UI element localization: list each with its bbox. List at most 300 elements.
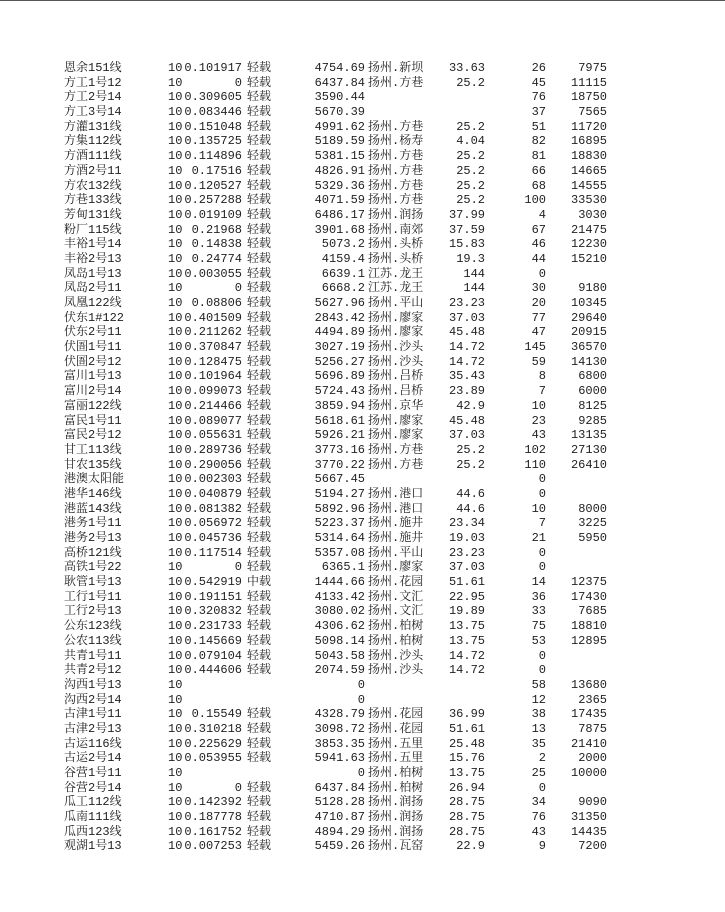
cell-voltage: 10 <box>168 766 182 780</box>
cell-load-level: 轻载 <box>247 457 272 472</box>
cell-distance: 37.03 <box>448 428 485 443</box>
cell-load-rate: 0.401509 <box>184 310 242 325</box>
cell-line-name: 方工2号14 <box>64 90 122 105</box>
cell-distance: 25.2 <box>456 178 485 193</box>
cell-capacity: 5128.28 <box>314 795 365 810</box>
cell-substation: 扬州.头桥 <box>368 251 424 266</box>
cell-voltage: 10 <box>168 663 182 678</box>
cell-substation: 扬州.花园 <box>368 721 424 736</box>
cell-amount: 14555 <box>570 178 607 193</box>
cell-load-rate: 0.101917 <box>184 61 242 75</box>
cell-count: 10 <box>531 398 546 413</box>
cell-amount: 26410 <box>570 457 607 472</box>
table-row <box>0 120 725 135</box>
cell-substation: 扬州.方巷 <box>368 149 424 164</box>
cell-substation: 扬州.润扬 <box>368 795 424 810</box>
cell-line-name: 凤凰122线 <box>64 296 122 310</box>
cell-load-level: 轻载 <box>247 633 272 648</box>
cell-distance: 14.72 <box>448 648 485 663</box>
cell-count: 0 <box>538 545 546 560</box>
cell-distance: 13.75 <box>448 766 485 780</box>
cell-load-level: 轻载 <box>247 707 272 722</box>
cell-distance: 45.48 <box>448 413 485 428</box>
cell-voltage: 10 <box>168 810 182 825</box>
cell-substation: 扬州.五里 <box>368 751 424 766</box>
cell-count: 46 <box>531 237 546 252</box>
cell-amount: 7200 <box>578 839 607 854</box>
cell-substation: 扬州.柏树 <box>368 633 424 648</box>
cell-count: 43 <box>531 428 546 443</box>
cell-load-rate: 0.040879 <box>184 486 242 501</box>
cell-substation: 扬州.杨寿 <box>368 134 424 149</box>
cell-voltage: 10 <box>168 398 182 413</box>
cell-load-rate: 0.191151 <box>184 589 242 604</box>
cell-load-rate: 0.289736 <box>184 442 242 457</box>
cell-count: 37 <box>531 105 546 120</box>
cell-substation: 扬州.沙头 <box>368 354 424 369</box>
cell-load-level: 轻载 <box>247 149 272 164</box>
cell-amount: 12230 <box>570 237 607 252</box>
cell-load-level: 轻载 <box>247 604 272 619</box>
cell-distance: 28.75 <box>448 824 485 839</box>
cell-load-level: 轻载 <box>247 90 272 105</box>
cell-load-level: 轻载 <box>247 810 272 825</box>
table-row <box>0 311 725 326</box>
cell-count: 26 <box>531 61 546 75</box>
cell-amount: 31350 <box>570 810 607 825</box>
cell-substation: 扬州.柏树 <box>368 619 424 634</box>
cell-voltage: 10 <box>168 619 182 634</box>
cell-substation: 扬州.方巷 <box>368 75 424 90</box>
cell-distance: 37.99 <box>448 207 485 222</box>
cell-line-name: 伏圄2号12 <box>64 354 122 369</box>
cell-distance: 25.2 <box>456 163 485 178</box>
cell-line-name: 富民2号12 <box>64 428 122 443</box>
cell-load-level: 轻载 <box>247 237 272 252</box>
cell-load-rate: 0.053955 <box>184 751 242 766</box>
cell-count: 0 <box>538 266 546 281</box>
cell-load-rate: 0.089077 <box>184 413 242 428</box>
cell-capacity: 3590.44 <box>314 90 365 105</box>
table-row <box>0 252 725 267</box>
cell-distance: 51.61 <box>448 575 485 590</box>
table-row <box>0 722 725 737</box>
cell-load-rate: 0.055631 <box>184 428 242 443</box>
cell-load-level: 轻载 <box>247 516 272 531</box>
cell-distance: 22.95 <box>448 589 485 604</box>
cell-load-rate: 0 <box>234 75 242 90</box>
cell-substation: 扬州.吕桥 <box>368 369 424 384</box>
cell-voltage: 10 <box>168 340 182 355</box>
cell-capacity: 5618.61 <box>314 413 365 428</box>
cell-count: 45 <box>531 75 546 90</box>
cell-substation: 江苏.龙王 <box>368 281 424 296</box>
cell-distance: 15.76 <box>448 751 485 766</box>
cell-capacity: 5667.45 <box>314 472 365 487</box>
spreadsheet-printout <box>0 61 725 854</box>
cell-count: 102 <box>524 442 546 457</box>
table-row <box>0 707 725 722</box>
cell-load-level: 轻载 <box>247 442 272 457</box>
cell-count: 145 <box>524 340 546 355</box>
cell-substation: 江苏.龙王 <box>368 266 424 281</box>
cell-line-name: 凤岛2号11 <box>64 281 122 296</box>
cell-capacity: 6437.84 <box>314 780 365 795</box>
table-row <box>0 134 725 149</box>
cell-count: 43 <box>531 824 546 839</box>
cell-distance: 25.2 <box>456 193 485 208</box>
table-row <box>0 590 725 605</box>
cell-line-name: 港华146线 <box>64 486 122 501</box>
cell-amount: 8125 <box>578 398 607 413</box>
cell-substation: 扬州.港口 <box>368 501 424 516</box>
cell-load-level: 轻载 <box>247 163 272 178</box>
cell-count: 36 <box>531 589 546 604</box>
cell-voltage: 10 <box>168 516 182 531</box>
cell-load-rate: 0.019109 <box>184 207 242 222</box>
cell-substation: 扬州.廖家 <box>368 428 424 443</box>
cell-amount: 27130 <box>570 442 607 457</box>
cell-distance: 44.6 <box>456 486 485 501</box>
cell-line-name: 古运116线 <box>64 736 122 751</box>
cell-voltage: 10 <box>168 75 182 90</box>
cell-count: 110 <box>524 457 546 472</box>
cell-line-name: 富丽122线 <box>64 398 122 413</box>
cell-load-rate: 0.214466 <box>184 398 242 413</box>
cell-load-rate: 0.142392 <box>184 795 242 810</box>
cell-line-name: 方工1号12 <box>64 75 122 90</box>
cell-substation: 扬州.方巷 <box>368 163 424 178</box>
cell-voltage: 10 <box>168 296 182 310</box>
cell-count: 30 <box>531 281 546 296</box>
cell-distance: 22.9 <box>456 839 485 854</box>
cell-voltage: 10 <box>168 633 182 648</box>
cell-count: 21 <box>531 531 546 545</box>
cell-voltage: 10 <box>168 105 182 120</box>
cell-amount: 11115 <box>570 75 607 90</box>
cell-distance: 19.89 <box>448 604 485 619</box>
cell-count: 67 <box>531 222 546 237</box>
cell-voltage: 10 <box>168 780 182 795</box>
cell-line-name: 伏圄1号11 <box>64 340 122 355</box>
cell-line-name: 富川1号13 <box>64 369 122 384</box>
cell-voltage: 10 <box>168 751 182 766</box>
cell-distance: 37.59 <box>448 222 485 237</box>
cell-amount: 20915 <box>570 325 607 340</box>
cell-distance: 37.03 <box>448 560 485 575</box>
cell-count: 4 <box>538 207 546 222</box>
cell-line-name: 共青2号12 <box>64 663 122 678</box>
cell-load-rate: 0.161752 <box>184 824 242 839</box>
cell-load-rate: 0.083446 <box>184 105 242 120</box>
cell-capacity: 0 <box>357 766 365 780</box>
cell-load-level: 轻载 <box>247 75 272 90</box>
cell-load-level: 轻载 <box>247 384 272 399</box>
cell-load-level: 轻载 <box>247 501 272 516</box>
cell-load-level: 轻载 <box>247 486 272 501</box>
cell-line-name: 粉厂115线 <box>64 222 122 237</box>
cell-distance: 23.34 <box>448 516 485 531</box>
cell-count: 51 <box>531 119 546 134</box>
cell-line-name: 公东123线 <box>64 619 122 634</box>
cell-line-name: 方工3号14 <box>64 105 122 120</box>
cell-distance: 144 <box>463 281 485 296</box>
cell-substation: 扬州.京华 <box>368 398 424 413</box>
table-row <box>0 766 725 781</box>
cell-count: 81 <box>531 149 546 164</box>
cell-substation: 扬州.文汇 <box>368 604 424 619</box>
cell-load-rate: 0.257288 <box>184 193 242 208</box>
cell-capacity: 3770.22 <box>314 457 365 472</box>
cell-line-name: 古运2号14 <box>64 751 122 766</box>
cell-load-rate: 0.231733 <box>184 619 242 634</box>
cell-amount: 6800 <box>578 369 607 384</box>
cell-amount: 14435 <box>570 824 607 839</box>
cell-amount: 29640 <box>570 310 607 325</box>
cell-load-level: 轻载 <box>247 310 272 325</box>
table-row <box>0 105 725 120</box>
table-row <box>0 399 725 414</box>
cell-load-level: 轻载 <box>247 222 272 237</box>
table-row <box>0 487 725 502</box>
cell-load-rate: 0.290056 <box>184 457 242 472</box>
cell-amount: 2365 <box>578 692 607 707</box>
cell-substation: 扬州.瓦窑 <box>368 839 424 854</box>
cell-voltage: 10 <box>168 61 182 75</box>
cell-amount: 10000 <box>570 766 607 780</box>
cell-voltage: 10 <box>168 134 182 149</box>
cell-load-rate: 0 <box>234 780 242 795</box>
table-row <box>0 825 725 840</box>
cell-load-rate: 0.17516 <box>191 163 242 178</box>
cell-capacity: 5926.21 <box>314 428 365 443</box>
cell-line-name: 谷营2号14 <box>64 780 122 795</box>
cell-load-level: 轻载 <box>247 251 272 266</box>
cell-capacity: 3773.16 <box>314 442 365 457</box>
cell-voltage: 10 <box>168 531 182 545</box>
cell-amount: 11720 <box>570 119 607 134</box>
cell-capacity: 3853.35 <box>314 736 365 751</box>
cell-capacity: 4071.59 <box>314 193 365 208</box>
cell-substation: 扬州.方巷 <box>368 193 424 208</box>
cell-distance: 25.2 <box>456 149 485 164</box>
cell-voltage: 10 <box>168 604 182 619</box>
cell-load-rate: 0.320832 <box>184 604 242 619</box>
cell-voltage: 10 <box>168 545 182 560</box>
cell-substation: 扬州.吕桥 <box>368 384 424 399</box>
cell-distance: 35.43 <box>448 369 485 384</box>
table-row <box>0 193 725 208</box>
table-row <box>0 340 725 355</box>
cell-load-rate: 0.151048 <box>184 119 242 134</box>
table-row <box>0 149 725 164</box>
cell-substation: 扬州.沙头 <box>368 663 424 678</box>
cell-load-level: 中载 <box>247 575 272 590</box>
table-row <box>0 281 725 296</box>
cell-line-name: 共青1号11 <box>64 648 122 663</box>
cell-load-level: 轻载 <box>247 531 272 545</box>
cell-substation: 扬州.廖家 <box>368 413 424 428</box>
cell-capacity: 2843.42 <box>314 310 365 325</box>
cell-substation: 扬州.新坝 <box>368 61 424 75</box>
cell-line-name: 恩余151线 <box>64 61 122 75</box>
cell-load-level: 轻载 <box>247 472 272 487</box>
cell-capacity: 3901.68 <box>314 222 365 237</box>
cell-load-level: 轻载 <box>247 369 272 384</box>
cell-line-name: 方集112线 <box>64 134 122 149</box>
cell-load-rate: 0.114896 <box>184 149 242 164</box>
cell-load-level: 轻载 <box>247 325 272 340</box>
cell-capacity: 5381.15 <box>314 149 365 164</box>
cell-substation: 扬州.润扬 <box>368 207 424 222</box>
cell-amount: 8000 <box>578 501 607 516</box>
cell-amount: 2000 <box>578 751 607 766</box>
cell-line-name: 芳甸131线 <box>64 207 122 222</box>
cell-voltage: 10 <box>168 677 182 692</box>
cell-load-level: 轻载 <box>247 281 272 296</box>
cell-load-rate: 0.08806 <box>191 296 242 310</box>
cell-voltage: 10 <box>168 721 182 736</box>
cell-count: 9 <box>538 839 546 854</box>
cell-voltage: 10 <box>168 178 182 193</box>
cell-amount: 7875 <box>578 721 607 736</box>
cell-capacity: 5892.96 <box>314 501 365 516</box>
cell-amount: 21410 <box>570 736 607 751</box>
cell-capacity: 2074.59 <box>314 663 365 678</box>
cell-capacity: 4328.79 <box>314 707 365 722</box>
cell-distance: 14.72 <box>448 663 485 678</box>
cell-voltage: 10 <box>168 795 182 810</box>
cell-count: 75 <box>531 619 546 634</box>
cell-line-name: 高铁1号22 <box>64 560 122 575</box>
cell-load-level: 轻载 <box>247 560 272 575</box>
cell-count: 14 <box>531 575 546 590</box>
cell-count: 13 <box>531 721 546 736</box>
cell-substation: 扬州.施井 <box>368 516 424 531</box>
cell-voltage: 10 <box>168 824 182 839</box>
table-row <box>0 267 725 282</box>
cell-capacity: 4754.69 <box>314 61 365 75</box>
cell-voltage: 10 <box>168 707 182 722</box>
table-row <box>0 781 725 796</box>
cell-count: 68 <box>531 178 546 193</box>
cell-distance: 19.03 <box>448 531 485 545</box>
cell-line-name: 瓜西123线 <box>64 824 122 839</box>
table-row <box>0 604 725 619</box>
cell-line-name: 方巷133线 <box>64 193 122 208</box>
cell-voltage: 10 <box>168 472 182 487</box>
cell-capacity: 4133.42 <box>314 589 365 604</box>
cell-amount: 13135 <box>570 428 607 443</box>
table-row <box>0 693 725 708</box>
cell-capacity: 3859.94 <box>314 398 365 413</box>
cell-amount: 9180 <box>578 281 607 296</box>
cell-distance: 33.63 <box>448 61 485 75</box>
cell-voltage: 10 <box>168 222 182 237</box>
cell-amount: 9090 <box>578 795 607 810</box>
cell-line-name: 瓜工112线 <box>64 795 122 810</box>
cell-distance: 23.23 <box>448 296 485 310</box>
table-row <box>0 164 725 179</box>
cell-distance: 44.6 <box>456 501 485 516</box>
cell-line-name: 谷营1号11 <box>64 766 122 780</box>
cell-count: 0 <box>538 472 546 487</box>
cell-line-name: 富民1号11 <box>64 413 122 428</box>
cell-capacity: 5189.59 <box>314 134 365 149</box>
cell-load-rate: 0.211262 <box>184 325 242 340</box>
cell-amount: 33530 <box>570 193 607 208</box>
cell-line-name: 方酒111线 <box>64 149 122 164</box>
cell-load-level: 轻载 <box>247 428 272 443</box>
cell-capacity: 4306.62 <box>314 619 365 634</box>
cell-line-name: 伏东2号11 <box>64 325 122 340</box>
cell-load-rate: 0.444606 <box>184 663 242 678</box>
cell-load-rate: 0.002303 <box>184 472 242 487</box>
cell-substation: 扬州.沙头 <box>368 648 424 663</box>
cell-capacity: 5073.2 <box>321 237 365 252</box>
cell-load-rate: 0.15549 <box>191 707 242 722</box>
cell-distance: 36.99 <box>448 707 485 722</box>
cell-count: 0 <box>538 780 546 795</box>
cell-load-rate: 0.003055 <box>184 266 242 281</box>
cell-load-level: 轻载 <box>247 619 272 634</box>
cell-amount: 16895 <box>570 134 607 149</box>
cell-capacity: 6668.2 <box>321 281 365 296</box>
cell-load-rate: 0.542919 <box>184 575 242 590</box>
cell-load-level: 轻载 <box>247 193 272 208</box>
cell-substation: 扬州.方巷 <box>368 457 424 472</box>
cell-load-rate: 0.128475 <box>184 354 242 369</box>
cell-line-name: 古津2号13 <box>64 721 122 736</box>
cell-amount: 14665 <box>570 163 607 178</box>
cell-voltage: 10 <box>168 207 182 222</box>
table-row <box>0 560 725 575</box>
cell-capacity: 5696.89 <box>314 369 365 384</box>
cell-load-rate: 0.145669 <box>184 633 242 648</box>
cell-load-rate: 0.117514 <box>184 545 242 560</box>
cell-substation: 扬州.施井 <box>368 531 424 545</box>
cell-count: 0 <box>538 486 546 501</box>
cell-amount: 7975 <box>578 61 607 75</box>
cell-load-level: 轻载 <box>247 824 272 839</box>
table-row <box>0 355 725 370</box>
cell-load-rate: 0.045736 <box>184 531 242 545</box>
cell-amount: 21475 <box>570 222 607 237</box>
cell-load-level: 轻载 <box>247 795 272 810</box>
cell-distance: 25.2 <box>456 75 485 90</box>
cell-capacity: 5098.14 <box>314 633 365 648</box>
cell-load-level: 轻载 <box>247 721 272 736</box>
cell-count: 35 <box>531 736 546 751</box>
cell-voltage: 10 <box>168 384 182 399</box>
cell-voltage: 10 <box>168 575 182 590</box>
table-row <box>0 531 725 546</box>
table-row <box>0 76 725 91</box>
cell-count: 53 <box>531 633 546 648</box>
cell-load-rate: 0 <box>234 281 242 296</box>
cell-count: 7 <box>538 516 546 531</box>
cell-load-level: 轻载 <box>247 780 272 795</box>
cell-substation: 扬州.花园 <box>368 707 424 722</box>
cell-distance: 14.72 <box>448 340 485 355</box>
cell-load-level: 轻载 <box>247 119 272 134</box>
cell-line-name: 丰裕2号13 <box>64 251 122 266</box>
table-row <box>0 751 725 766</box>
cell-load-level: 轻载 <box>247 648 272 663</box>
cell-load-rate: 0.370847 <box>184 340 242 355</box>
cell-voltage: 10 <box>168 266 182 281</box>
cell-count: 47 <box>531 325 546 340</box>
